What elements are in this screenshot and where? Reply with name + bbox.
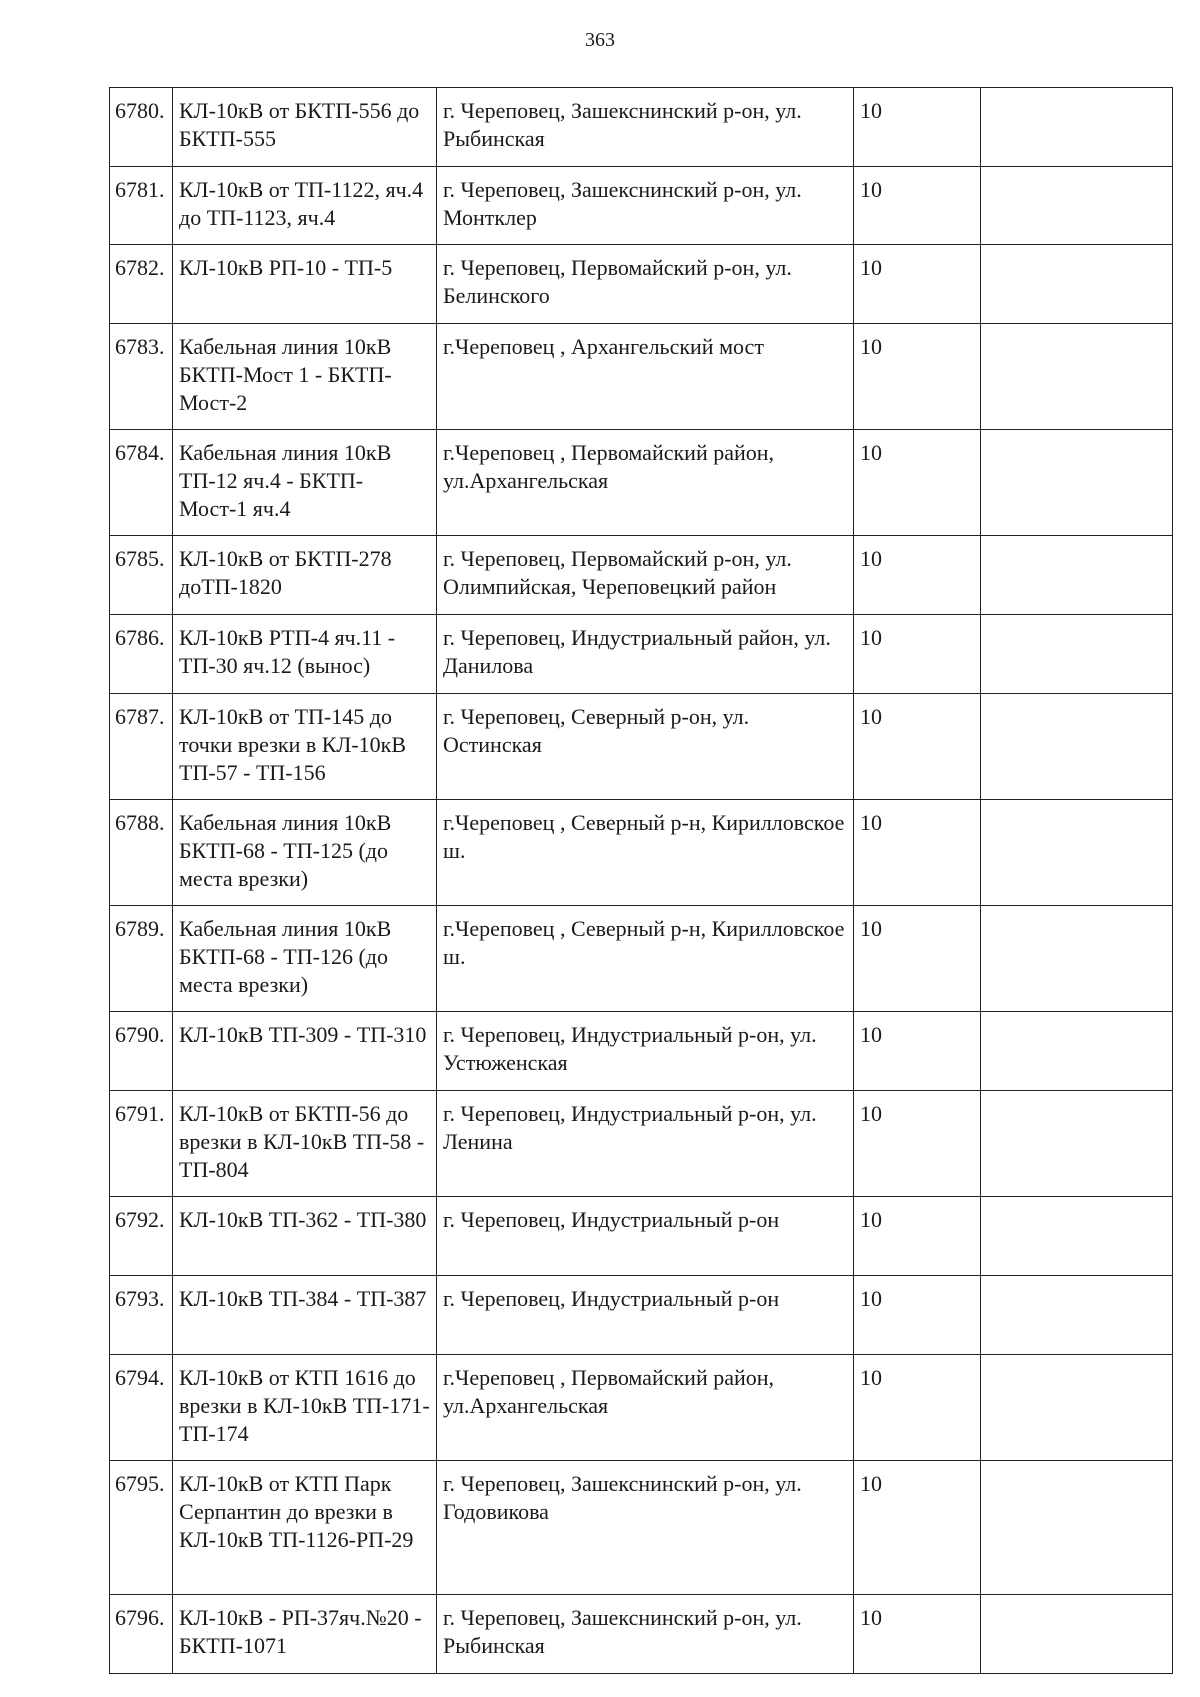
- cell-address: г. Череповец, Зашекснинский р-он, ул. Рыбинская: [437, 1595, 854, 1674]
- cell-address: г. Череповец, Зашекснинский р-он, ул. Годовикова: [437, 1461, 854, 1595]
- cell-empty: [981, 1355, 1173, 1461]
- cell-row-number: 6789.: [110, 906, 173, 1012]
- cell-address: г.Череповец , Первомайский район, ул.Архангельская: [437, 1355, 854, 1461]
- cell-empty: [981, 1595, 1173, 1674]
- cell-address: г. Череповец, Индустриальный р-он: [437, 1276, 854, 1355]
- cell-voltage: 10: [854, 1355, 981, 1461]
- cell-address: г.Череповец , Первомайский район, ул.Архангельская: [437, 430, 854, 536]
- cell-row-number: 6795.: [110, 1461, 173, 1595]
- cell-address: г. Череповец, Индустриальный р-он, ул. Устюженская: [437, 1012, 854, 1091]
- table-row: [110, 167, 1173, 245]
- cell-voltage: 10: [854, 536, 981, 615]
- cell-line-name: КЛ-10кВ РП-10 - ТП-5: [173, 245, 437, 324]
- cell-voltage: 10: [854, 615, 981, 694]
- cell-voltage: 10: [854, 324, 981, 430]
- table-row: [110, 1355, 1173, 1461]
- cell-address: г.Череповец , Северный р-н, Кирилловское ш.: [437, 800, 854, 906]
- cell-empty: [981, 1012, 1173, 1091]
- table-row: [110, 1012, 1173, 1091]
- table-row: [110, 1595, 1173, 1674]
- table-row: [110, 536, 1173, 615]
- cell-line-name: КЛ-10кВ ТП-384 - ТП-387: [173, 1276, 437, 1355]
- cell-address: г. Череповец, Первомайский р-он, ул. Белинского: [437, 245, 854, 324]
- cell-voltage: 10: [854, 88, 981, 167]
- table-row: [110, 1276, 1173, 1355]
- cell-row-number: 6793.: [110, 1276, 173, 1355]
- cell-row-number: 6784.: [110, 430, 173, 536]
- cell-row-number: 6781.: [110, 167, 173, 245]
- cell-row-number: 6792.: [110, 1197, 173, 1276]
- cell-line-name: КЛ-10кВ РТП-4 яч.11 - ТП-30 яч.12 (вынос): [173, 615, 437, 694]
- table-row: [110, 694, 1173, 800]
- cell-line-name: КЛ-10кВ от ТП-145 до точки врезки в КЛ-10кВ ТП-57 - ТП-156: [173, 694, 437, 800]
- cell-voltage: 10: [854, 245, 981, 324]
- cell-voltage: 10: [854, 1091, 981, 1197]
- registry-table-body: [110, 88, 1173, 1674]
- cell-address: г.Череповец , Северный р-н, Кирилловское ш.: [437, 906, 854, 1012]
- cell-empty: [981, 167, 1173, 245]
- cell-voltage: 10: [854, 1012, 981, 1091]
- cell-address: г.Череповец , Архангельский мост: [437, 324, 854, 430]
- cell-row-number: 6780.: [110, 88, 173, 167]
- cell-empty: [981, 1197, 1173, 1276]
- cell-empty: [981, 88, 1173, 167]
- cell-address: г. Череповец, Индустриальный р-он: [437, 1197, 854, 1276]
- cell-line-name: Кабельная линия 10кВ БКТП-Мост 1 - БКТП-Мост-2: [173, 324, 437, 430]
- cell-empty: [981, 615, 1173, 694]
- cell-address: г. Череповец, Зашекснинский р-он, ул. Рыбинская: [437, 88, 854, 167]
- cell-line-name: КЛ-10кВ от БКТП-56 до врезки в КЛ-10кВ ТП-58 - ТП-804: [173, 1091, 437, 1197]
- cell-line-name: КЛ-10кВ ТП-309 - ТП-310: [173, 1012, 437, 1091]
- cell-voltage: 10: [854, 1595, 981, 1674]
- cell-row-number: 6783.: [110, 324, 173, 430]
- cell-row-number: 6786.: [110, 615, 173, 694]
- table-row: [110, 324, 1173, 430]
- cell-line-name: КЛ-10кВ от БКТП-556 до БКТП-555: [173, 88, 437, 167]
- table-row: [110, 1461, 1173, 1595]
- cell-empty: [981, 245, 1173, 324]
- cell-line-name: Кабельная линия 10кВ БКТП-68 - ТП-126 (до места врезки): [173, 906, 437, 1012]
- cell-empty: [981, 536, 1173, 615]
- cell-line-name: Кабельная линия 10кВ ТП-12 яч.4 - БКТП-Мост-1 яч.4: [173, 430, 437, 536]
- table-row: [110, 1091, 1173, 1197]
- table-row: [110, 430, 1173, 536]
- cell-address: г. Череповец, Индустриальный район, ул. Данилова: [437, 615, 854, 694]
- cell-empty: [981, 324, 1173, 430]
- cell-row-number: 6794.: [110, 1355, 173, 1461]
- cell-empty: [981, 1276, 1173, 1355]
- cell-row-number: 6796.: [110, 1595, 173, 1674]
- table-row: [110, 88, 1173, 167]
- cell-row-number: 6782.: [110, 245, 173, 324]
- table-row: [110, 800, 1173, 906]
- cell-empty: [981, 1461, 1173, 1595]
- cell-row-number: 6790.: [110, 1012, 173, 1091]
- cell-row-number: 6791.: [110, 1091, 173, 1197]
- cell-voltage: 10: [854, 1197, 981, 1276]
- cell-voltage: 10: [854, 1461, 981, 1595]
- cell-row-number: 6785.: [110, 536, 173, 615]
- cell-line-name: КЛ-10кВ от БКТП-278 доТП-1820: [173, 536, 437, 615]
- cell-empty: [981, 1091, 1173, 1197]
- page-number: 363: [585, 29, 615, 51]
- table-row: [110, 906, 1173, 1012]
- cell-line-name: Кабельная линия 10кВ БКТП-68 - ТП-125 (до места врезки): [173, 800, 437, 906]
- cell-empty: [981, 800, 1173, 906]
- cell-line-name: КЛ-10кВ - РП-37яч.№20 - БКТП-1071: [173, 1595, 437, 1674]
- cell-line-name: КЛ-10кВ от ТП-1122, яч.4 до ТП-1123, яч.4: [173, 167, 437, 245]
- cell-address: г. Череповец, Северный р-он, ул. Остинская: [437, 694, 854, 800]
- cell-line-name: КЛ-10кВ от КТП 1616 до врезки в КЛ-10кВ ТП-171-ТП-174: [173, 1355, 437, 1461]
- cell-voltage: 10: [854, 1276, 981, 1355]
- cell-voltage: 10: [854, 800, 981, 906]
- cell-voltage: 10: [854, 906, 981, 1012]
- table-row: [110, 245, 1173, 324]
- cell-voltage: 10: [854, 430, 981, 536]
- table-row: [110, 1197, 1173, 1276]
- cell-empty: [981, 694, 1173, 800]
- cell-empty: [981, 906, 1173, 1012]
- cell-address: г. Череповец, Первомайский р-он, ул. Олимпийская, Череповецкий район: [437, 536, 854, 615]
- cell-row-number: 6788.: [110, 800, 173, 906]
- cell-empty: [981, 430, 1173, 536]
- table-row: [110, 615, 1173, 694]
- registry-table: [109, 87, 1173, 1674]
- cell-address: г. Череповец, Индустриальный р-он, ул. Ленина: [437, 1091, 854, 1197]
- cell-address: г. Череповец, Зашекснинский р-он, ул. Монтклер: [437, 167, 854, 245]
- cell-voltage: 10: [854, 694, 981, 800]
- cell-line-name: КЛ-10кВ ТП-362 - ТП-380: [173, 1197, 437, 1276]
- cell-voltage: 10: [854, 167, 981, 245]
- cell-line-name: КЛ-10кВ от КТП Парк Серпантин до врезки в КЛ-10кВ ТП-1126-РП-29: [173, 1461, 437, 1595]
- cell-row-number: 6787.: [110, 694, 173, 800]
